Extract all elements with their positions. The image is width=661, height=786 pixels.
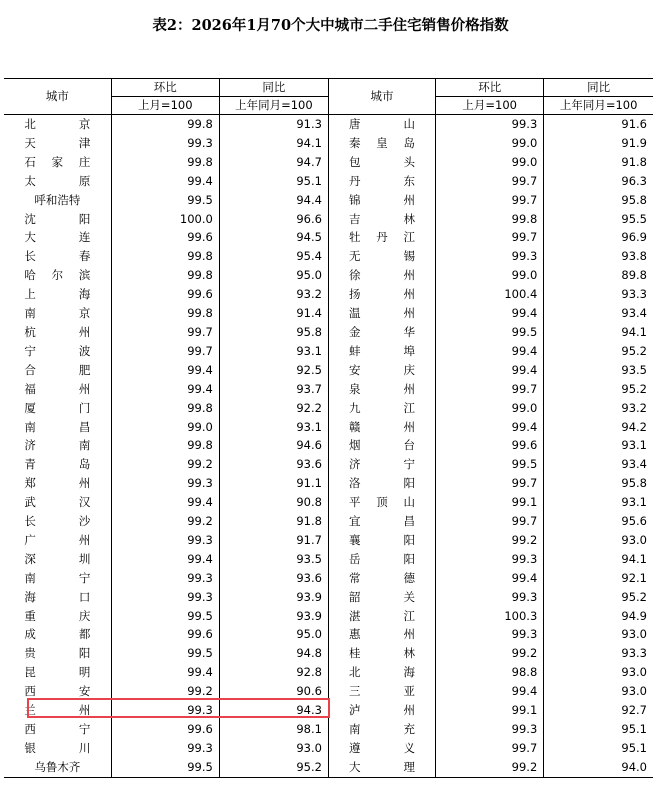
city-name-right: 湛 江 [349, 608, 416, 623]
city-name-right: 惠 州 [349, 627, 416, 642]
yoy-value-left: 94.5 [296, 230, 322, 245]
yoy-value-right: 95.1 [621, 740, 647, 755]
mom-value-left: 99.7 [187, 343, 213, 358]
table-row [4, 115, 653, 134]
mom-value-right: 99.2 [511, 646, 538, 661]
mom-value-left: 99.4 [187, 551, 213, 566]
city-name-right: 锦 州 [349, 192, 416, 207]
city-name-right: 宜 昌 [349, 514, 416, 529]
yoy-value-left: 95.4 [296, 249, 322, 264]
city-name-right: 秦 皇 岛 [349, 135, 416, 150]
yoy-value-right: 93.0 [621, 532, 647, 547]
yoy-value-left: 94.3 [296, 703, 322, 718]
city-name-left: 石 家 庄 [24, 154, 91, 169]
city-name-left: 杭 州 [24, 324, 91, 339]
table-row [4, 701, 653, 720]
yoy-value-right: 93.4 [621, 457, 647, 472]
yoy-value-right: 91.9 [621, 135, 647, 150]
mom-value-left: 99.5 [187, 192, 213, 207]
yoy-value-right: 93.3 [621, 646, 647, 661]
yoy-value-left: 93.1 [296, 419, 322, 434]
yoy-value-left: 93.1 [296, 343, 322, 358]
yoy-value-right: 93.8 [621, 249, 647, 264]
mom-value-right: 99.0 [511, 135, 538, 150]
mom-value-right: 99.0 [511, 400, 538, 415]
price-index-table [4, 78, 653, 778]
yoy-value-right: 94.1 [621, 551, 647, 566]
table-row [4, 644, 653, 663]
yoy-value-right: 94.0 [621, 759, 647, 774]
table-row [4, 474, 653, 493]
city-name-right: 吉 林 [349, 211, 416, 226]
city-name-right: 洛 阳 [349, 476, 416, 491]
mom-value-left: 99.4 [187, 381, 213, 396]
yoy-value-left: 95.2 [296, 759, 322, 774]
yoy-value-left: 91.1 [296, 476, 322, 491]
yoy-value-right: 89.8 [621, 268, 647, 283]
mom-value-left: 99.4 [187, 665, 213, 680]
mom-value-left: 99.6 [187, 722, 213, 736]
city-name-right: 常 德 [349, 570, 416, 585]
city-name-left: 长 沙 [24, 514, 91, 529]
yoy-value-left: 98.1 [296, 722, 322, 736]
yoy-base-label-right: 上年同月=100 [544, 97, 653, 115]
city-name-left: 北 京 [24, 117, 91, 131]
city-name-right: 徐 州 [349, 268, 416, 283]
city-name-left: 重 庆 [24, 608, 91, 623]
city-column-header-right: 城市 [328, 79, 435, 115]
table-row [4, 663, 653, 682]
table-row [4, 191, 653, 210]
table-row [4, 550, 653, 569]
city-name-right: 泉 州 [349, 381, 416, 396]
mom-value-right: 99.0 [511, 154, 538, 169]
mom-value-right: 99.1 [511, 703, 538, 718]
yoy-value-right: 96.9 [621, 230, 647, 245]
table-row [4, 436, 653, 455]
mom-value-right: 99.3 [511, 722, 538, 736]
city-name-left: 南 昌 [24, 419, 91, 434]
city-name-right: 岳 阳 [349, 551, 416, 566]
table-row [4, 247, 653, 266]
yoy-value-left: 90.8 [296, 495, 322, 510]
yoy-value-right: 95.8 [621, 476, 647, 491]
city-name-right: 北 海 [349, 665, 416, 680]
mom-value-left: 99.2 [187, 514, 213, 529]
mom-value-right: 99.7 [511, 173, 538, 188]
table-row [4, 134, 653, 153]
yoy-value-left: 95.0 [296, 627, 322, 642]
table-row [4, 720, 653, 739]
mom-value-left: 99.6 [187, 230, 213, 245]
mom-value-right: 100.3 [504, 608, 538, 623]
city-name-left: 银 川 [24, 740, 91, 755]
table-row [4, 493, 653, 512]
yoy-value-right: 92.7 [621, 703, 647, 718]
city-name-right: 蚌 埠 [349, 343, 416, 358]
yoy-value-right: 95.2 [621, 381, 647, 396]
city-name-right: 牡 丹 江 [349, 230, 416, 245]
table-row [4, 323, 653, 342]
yoy-value-left: 91.4 [296, 306, 322, 321]
yoy-value-right: 92.1 [621, 570, 647, 585]
yoy-value-right: 95.6 [621, 514, 647, 529]
city-name-right: 金 华 [349, 324, 416, 339]
mom-value-left: 99.3 [187, 570, 213, 585]
mom-value-left: 99.2 [187, 457, 213, 472]
mom-value-left: 99.4 [187, 495, 213, 510]
table-row [4, 739, 653, 758]
yoy-value-left: 91.8 [296, 514, 322, 529]
table-row [4, 588, 653, 607]
city-name-left: 宁 波 [24, 343, 91, 358]
mom-value-left: 99.4 [187, 362, 213, 377]
table-row [4, 455, 653, 474]
mom-value-right: 99.2 [511, 532, 538, 547]
table-row [4, 758, 653, 777]
mom-value-right: 99.7 [511, 381, 538, 396]
mom-value-right: 99.7 [511, 192, 538, 207]
city-name-left: 海 口 [24, 589, 91, 604]
yoy-value-right: 93.1 [621, 495, 647, 510]
mom-column-header-right: 环比 [436, 79, 544, 97]
city-name-right: 温 州 [349, 306, 416, 321]
yoy-value-right: 95.8 [621, 192, 647, 207]
yoy-value-right: 91.6 [621, 117, 647, 131]
yoy-value-left: 94.1 [296, 135, 322, 150]
mom-value-left: 99.6 [187, 287, 213, 302]
city-name-right: 遵 义 [349, 740, 416, 755]
table-row [4, 210, 653, 229]
city-name-left: 上 海 [24, 287, 91, 302]
mom-column-header-left: 环比 [111, 79, 219, 97]
mom-value-right: 99.4 [511, 343, 538, 358]
city-name-left: 长 春 [24, 249, 91, 264]
mom-value-left: 99.7 [187, 324, 213, 339]
yoy-value-left: 95.8 [296, 324, 322, 339]
city-column-header-left: 城市 [4, 79, 111, 115]
table-row [4, 399, 653, 418]
yoy-value-right: 93.4 [621, 306, 647, 321]
city-name-right: 赣 州 [349, 419, 416, 434]
yoy-value-right: 95.2 [621, 343, 647, 358]
yoy-value-left: 93.6 [296, 457, 322, 472]
table-row [4, 418, 653, 437]
yoy-value-right: 95.1 [621, 722, 647, 736]
city-name-right: 桂 林 [349, 646, 416, 661]
mom-value-left: 99.3 [187, 135, 213, 150]
mom-value-right: 99.4 [511, 419, 538, 434]
city-name-left: 济 南 [24, 438, 91, 453]
yoy-value-left: 93.2 [296, 287, 322, 302]
yoy-value-left: 91.3 [296, 117, 322, 131]
mom-value-right: 99.6 [511, 438, 538, 453]
yoy-value-left: 94.8 [296, 646, 322, 661]
city-name-left: 兰 州 [24, 703, 91, 718]
yoy-value-left: 94.7 [296, 154, 322, 169]
table-row [4, 266, 653, 285]
mom-value-left: 99.3 [187, 532, 213, 547]
table-row [4, 682, 653, 701]
mom-value-right: 99.4 [511, 362, 538, 377]
city-name-left: 广 州 [24, 532, 91, 547]
yoy-value-right: 93.2 [621, 400, 647, 415]
yoy-value-left: 95.1 [296, 173, 322, 188]
city-name-left: 天 津 [24, 135, 91, 150]
city-name-right: 平 顶 山 [349, 495, 416, 510]
mom-base-label-left: 上月=100 [111, 97, 219, 115]
city-name-right: 包 头 [349, 154, 416, 169]
yoy-value-right: 95.5 [621, 211, 647, 226]
city-name-left: 厦 门 [24, 400, 91, 415]
table-row [4, 342, 653, 361]
mom-value-right: 99.3 [511, 249, 538, 264]
mom-value-left: 99.4 [187, 173, 213, 188]
mom-value-left: 99.3 [187, 476, 213, 491]
table-row [4, 380, 653, 399]
mom-value-right: 99.7 [511, 740, 538, 755]
yoy-value-right: 94.1 [621, 324, 647, 339]
city-name-left: 西 宁 [24, 722, 91, 736]
city-name-right: 无 锡 [349, 249, 416, 264]
city-name-right: 扬 州 [349, 287, 416, 302]
yoy-value-right: 93.1 [621, 438, 647, 453]
yoy-column-header-left: 同比 [219, 79, 328, 97]
mom-value-right: 99.3 [511, 117, 538, 131]
city-name-left: 乌鲁木齐 [34, 759, 81, 774]
table-row [4, 569, 653, 588]
yoy-value-right: 95.2 [621, 589, 647, 604]
yoy-value-right: 96.3 [621, 173, 647, 188]
yoy-value-right: 94.9 [621, 608, 647, 623]
city-name-right: 襄 阳 [349, 532, 416, 547]
city-name-left: 深 圳 [24, 551, 91, 566]
city-name-left: 太 原 [24, 173, 91, 188]
city-name-right: 韶 关 [349, 589, 416, 604]
city-name-left: 合 肥 [24, 362, 91, 377]
city-name-right: 烟 台 [349, 438, 416, 453]
table-row [4, 285, 653, 304]
mom-value-left: 99.8 [187, 249, 213, 264]
yoy-value-left: 93.9 [296, 608, 322, 623]
yoy-value-right: 93.0 [621, 684, 647, 699]
yoy-value-left: 93.0 [296, 740, 322, 755]
table-row [4, 512, 653, 531]
yoy-value-right: 93.0 [621, 627, 647, 642]
mom-value-right: 99.5 [511, 324, 538, 339]
city-name-left: 昆 明 [24, 665, 91, 680]
city-name-right: 九 江 [349, 400, 416, 415]
city-name-left: 郑 州 [24, 476, 91, 491]
mom-value-left: 99.3 [187, 740, 213, 755]
mom-value-right: 100.4 [504, 287, 538, 302]
yoy-value-left: 92.2 [296, 400, 322, 415]
yoy-base-label-left: 上年同月=100 [219, 97, 328, 115]
city-name-left: 南 京 [24, 306, 91, 321]
mom-value-right: 99.1 [511, 495, 538, 510]
table-row [4, 531, 653, 550]
table-row [4, 304, 653, 323]
table-row [4, 153, 653, 172]
mom-value-right: 99.7 [511, 514, 538, 529]
mom-value-right: 99.7 [511, 476, 538, 491]
yoy-value-right: 91.8 [621, 154, 647, 169]
yoy-value-left: 93.5 [296, 551, 322, 566]
yoy-value-left: 95.0 [296, 268, 322, 283]
mom-value-right: 99.2 [511, 759, 538, 774]
mom-value-left: 99.6 [187, 627, 213, 642]
mom-value-left: 99.5 [187, 608, 213, 623]
city-name-left: 呼和浩特 [34, 192, 81, 207]
mom-value-right: 99.4 [511, 684, 538, 699]
city-name-right: 安 庆 [349, 362, 416, 377]
city-name-left: 武 汉 [24, 495, 91, 510]
city-name-left: 沈 阳 [24, 211, 91, 226]
yoy-value-left: 93.9 [296, 589, 322, 604]
mom-base-label-right: 上月=100 [436, 97, 544, 115]
yoy-value-right: 93.5 [621, 362, 647, 377]
city-name-left: 福 州 [24, 381, 91, 396]
yoy-value-left: 93.6 [296, 570, 322, 585]
mom-value-right: 99.7 [511, 230, 538, 245]
yoy-value-left: 94.6 [296, 438, 322, 453]
mom-value-left: 99.2 [187, 684, 213, 699]
yoy-column-header-right: 同比 [544, 79, 653, 97]
city-name-right: 三 亚 [349, 684, 416, 699]
mom-value-left: 99.8 [187, 268, 213, 283]
yoy-value-right: 94.2 [621, 419, 647, 434]
mom-value-left: 99.5 [187, 759, 213, 774]
city-name-right: 济 宁 [349, 457, 416, 472]
mom-value-left: 99.8 [187, 306, 213, 321]
mom-value-left: 99.3 [187, 589, 213, 604]
table-title: 表2：2026年1月70个大中城市二手住宅销售价格指数 [152, 17, 509, 34]
city-name-left: 青 岛 [24, 457, 91, 472]
yoy-value-left: 96.6 [296, 211, 322, 226]
mom-value-right: 99.3 [511, 627, 538, 642]
mom-value-left: 99.3 [187, 703, 213, 718]
mom-value-left: 99.8 [187, 400, 213, 415]
yoy-value-left: 92.8 [296, 665, 322, 680]
table-row [4, 607, 653, 626]
mom-value-left: 100.0 [179, 211, 213, 226]
mom-value-right: 99.3 [511, 551, 538, 566]
table-row [4, 172, 653, 191]
mom-value-right: 99.0 [511, 268, 538, 283]
mom-value-right: 99.8 [511, 211, 538, 226]
mom-value-left: 99.8 [187, 438, 213, 453]
city-name-right: 唐 山 [349, 117, 416, 131]
city-name-left: 大 连 [24, 230, 91, 245]
city-name-right: 大 理 [349, 759, 416, 774]
mom-value-right: 99.4 [511, 570, 538, 585]
city-name-right: 丹 东 [349, 173, 416, 188]
mom-value-right: 99.3 [511, 589, 538, 604]
yoy-value-left: 92.5 [296, 362, 322, 377]
city-name-right: 泸 州 [349, 703, 416, 718]
table-row [4, 361, 653, 380]
mom-value-right: 99.4 [511, 306, 538, 321]
city-name-right: 南 充 [349, 722, 416, 736]
table-body [4, 115, 653, 778]
mom-value-right: 99.5 [511, 457, 538, 472]
city-name-left: 哈 尔 滨 [24, 268, 91, 283]
yoy-value-left: 90.6 [296, 684, 322, 699]
yoy-value-left: 94.4 [296, 192, 322, 207]
city-name-left: 西 安 [24, 684, 91, 699]
city-name-left: 南 宁 [24, 570, 91, 585]
mom-value-left: 99.8 [187, 117, 213, 131]
mom-value-left: 99.8 [187, 154, 213, 169]
mom-value-left: 99.0 [187, 419, 213, 434]
yoy-value-left: 91.7 [296, 532, 322, 547]
table-row [4, 228, 653, 247]
mom-value-left: 99.5 [187, 646, 213, 661]
yoy-value-left: 93.7 [296, 381, 322, 396]
yoy-value-right: 93.3 [621, 287, 647, 302]
city-name-left: 贵 阳 [24, 646, 91, 661]
yoy-value-right: 93.0 [621, 665, 647, 680]
city-name-left: 成 都 [24, 627, 91, 642]
table-row [4, 625, 653, 644]
mom-value-right: 98.8 [511, 665, 538, 680]
